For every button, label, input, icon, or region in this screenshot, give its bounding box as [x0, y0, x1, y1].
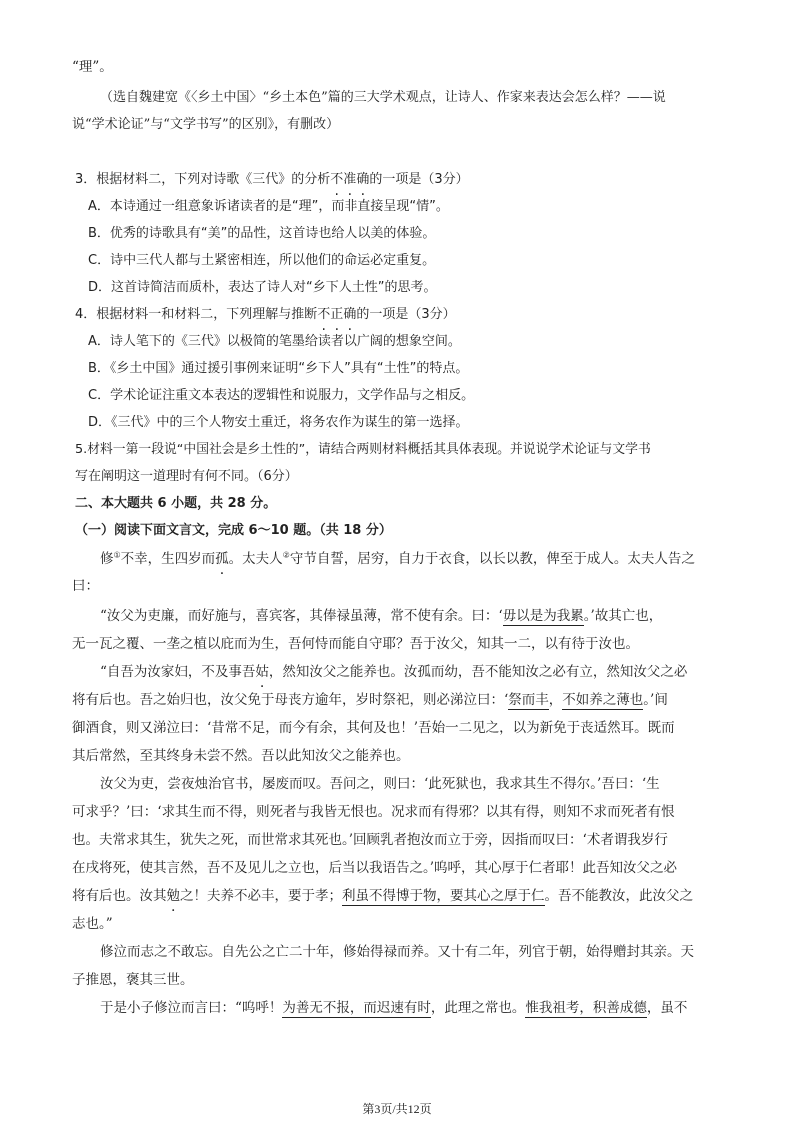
section-heading: 二、本大题共 6 小题，共 28 分。 [75, 496, 277, 511]
passage-text: 。’间 [643, 692, 668, 708]
underlined-text: 毋以是为我累 [502, 608, 584, 624]
question-5: 5.材料一第一段说“中国社会是乡土性的”，请结合两则材料概括其具体表现。并说说学术论证与文学书 [75, 442, 651, 457]
passage-text: ， [548, 692, 563, 708]
passage-line: 在戌将死，使其言然，吾不及见儿之立也，后当以我语告之。’呜呼，其心厚于仁者耶！此吾知汝父之必 [72, 860, 678, 876]
page-number: 第3页/共12页 [362, 1102, 432, 1116]
underlined-text: 利虽不得博于物，要其心之厚于仁 [342, 888, 545, 904]
question-text: 3．根据材料二，下列对诗歌《三代》的分析 [75, 172, 331, 187]
passage-line: 无一瓦之覆、一垄之植以庇而为生，吾何恃而能自守耶？吾于汝父，知其一二，以有待于汝也。 [72, 636, 639, 652]
passage-line [100, 998, 687, 1018]
passage-line [100, 549, 695, 569]
passage-line [72, 690, 668, 710]
question-text: 的一项是（3分） [369, 172, 469, 187]
passage-text: 。太夫人 [228, 551, 283, 567]
question-text: 的一项是（3分） [356, 307, 456, 322]
emphasis-char: 准 [343, 172, 357, 187]
passage-line: 子推恩，褒其三世。 [72, 972, 194, 988]
footnote-marker: ① [113, 550, 121, 560]
emphasis-char: 确 [356, 172, 370, 187]
passage-line [100, 662, 687, 682]
passage-text: ，此理之常也。 [430, 1000, 526, 1016]
emphasis-char: 孤 [215, 551, 229, 567]
emphasis-char: 不 [330, 172, 344, 187]
emphasis-char: 姑 [255, 664, 269, 680]
passage-text: 。’故其亡也， [583, 608, 663, 624]
source-citation: （选自魏建宽《〈乡土中国〉“乡土本色”篇的三大学术观点，让诗人、作家来表达会怎么样？——说 [100, 90, 666, 105]
underlined-text: 不如养之薄也 [562, 692, 644, 708]
underlined-text: 祭而丰 [508, 692, 549, 708]
passage-line: 御酒食，则又涕泣曰：‘昔常不足，而今有余，其何及也！’吾始一二见之，以为新免于丧适然耳。既而 [72, 720, 675, 736]
option-c: C．诗中三代人都与土紧密相连，所以他们的命运必定重复。 [88, 253, 436, 268]
passage-text: 不幸，生四岁而 [120, 551, 216, 567]
option-d: D．这首诗简洁而质朴，表达了诗人对“乡下人土性”的思考。 [88, 280, 437, 295]
option-a: A．本诗通过一组意象诉诸读者的是“理”，而非直接呈现“情”。 [88, 199, 449, 214]
passage-text: 于是小子修泣而言曰：“呜呼！ [100, 1000, 283, 1016]
passage-text: ，虽不 [646, 1000, 688, 1016]
passage-line: 其后常然，至其终身未尝不然。吾以此知汝父之能养也。 [72, 748, 410, 764]
passage-text: 守节自誓，居穷，自力于衣食，以长以教，俾至于成人。太夫人告之 [289, 551, 695, 567]
option-c: C．学术论证注重文本表达的逻辑性和说服力，文学作品与之相反。 [88, 388, 475, 403]
passage-text: ，然知汝父之能养也。汝孤而幼，吾不能知汝之必有立，然知汝父之必 [268, 664, 688, 680]
footnote-marker: ② [282, 550, 290, 560]
passage-text: 之！夫养不必丰，要于孝； [180, 888, 342, 904]
subsection-heading: （一）阅读下面文言文，完成 6～10 题。（共 18 分） [75, 523, 392, 538]
option-b: B．《乡土中国》通过援引事例来证明“乡下人”具有“土性”的特点。 [88, 361, 469, 376]
question-4 [75, 305, 456, 325]
option-b: B．优秀的诗歌具有“美”的品性，这首诗也给人以美的体验。 [88, 226, 436, 241]
passage-line: 汝父为吏，尝夜烛治官书，屡废而叹。吾问之，则曰：‘此死狱也，我求其生不得尔。’吾曰：‘生 [100, 776, 660, 792]
option-a: A．诗人笔下的《三代》以极简的笔墨给读者以广阔的想象空间。 [88, 334, 461, 349]
passage-line [72, 886, 693, 906]
question-5-continued: 写在阐明这一道理时有何不同。（6分） [75, 469, 298, 484]
option-d: D．《三代》中的三个人物安土重迁，将务农作为谋生的第一选择。 [88, 415, 469, 430]
question-3 [75, 170, 469, 190]
underlined-text: 惟我祖考，积善成德 [525, 1000, 647, 1016]
passage-line: 可求乎？’曰：‘求其生而不得，则死者与我皆无恨也。况求而有得邪？以其有得，则知不求而死者有恨 [72, 804, 675, 820]
emphasis-char: 不 [317, 307, 331, 322]
emphasis-char: 勉 [166, 888, 180, 904]
source-citation-continued: 说“学术论证”与“文学书写”的区别》，有删改） [72, 117, 340, 132]
passage-text: 将有后也。吾之始归也，汝父免于母丧方逾年，岁时祭祀，则必涕泣曰：‘ [72, 692, 509, 708]
passage-line: 曰： [72, 578, 99, 594]
passage-text: 修 [100, 551, 114, 567]
passage-line [100, 606, 662, 626]
passage-text: “汝父为吏廉，而好施与，喜宾客，其俸禄虽薄，常不使有余。曰：‘ [100, 608, 503, 624]
question-text: 4．根据材料一和材料二，下列理解与推断 [75, 307, 318, 322]
passage-text: “自吾为汝家妇，不及事吾 [100, 664, 256, 680]
passage-line: 志也。” [72, 916, 113, 932]
passage-line: 也。夫常求其生，犹失之死，而世常求其死也。’回顾乳者抱汝而立于旁，因指而叹曰：‘术者谓我岁行 [72, 832, 668, 848]
passage-line: 修泣而志之不敢忘。自先公之亡二十年，修始得禄而养。又十有二年，列官于朝，始得赠封其亲。天 [100, 944, 694, 960]
passage-text: 将有后也。汝其 [72, 888, 167, 904]
passage-text: 。吾不能教汝，此汝父之 [544, 888, 693, 904]
emphasis-char: 确 [343, 307, 357, 322]
underlined-text: 为善无不报，而迟速有时 [282, 1000, 431, 1016]
emphasis-char: 正 [330, 307, 344, 322]
text-line: “理”。 [72, 59, 113, 75]
